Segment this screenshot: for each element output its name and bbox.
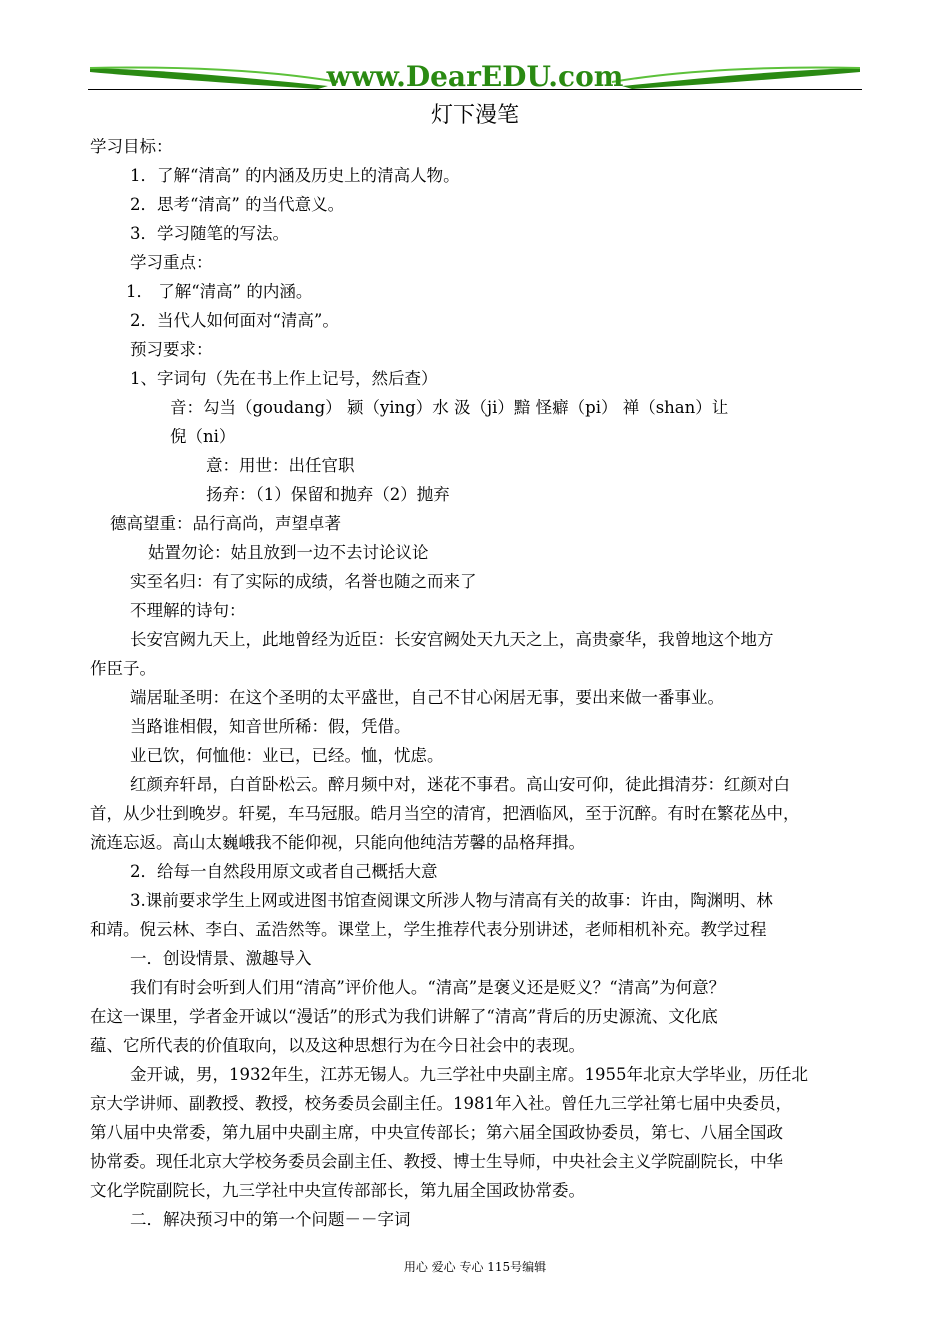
text-line: 金开诚，男，1932年生，江苏无锡人。九三学社中央副主席。1955年北京大学毕业，历任北: [130, 1065, 808, 1084]
text-line: 二．解决预习中的第一个问题－－字词: [130, 1210, 411, 1229]
text-line: 学习目标：: [90, 137, 173, 156]
text-line: 意：用世：出任官职: [206, 456, 355, 475]
text-line: 一．创设情景、激趣导入: [130, 949, 312, 968]
text-line: 学习重点：: [130, 253, 213, 272]
text-line: 红颜弃轩昂，白首卧松云。醉月频中对，迷花不事君。高山安可仰，徒此揖清芬：红颜对白: [130, 775, 790, 794]
text-line: 长安宫阙九天上，此地曾经为近臣：长安宫阙处天九天之上，高贵豪华，我曾地这个地方: [130, 630, 774, 649]
text-line: 姑置勿论：姑且放到一边不去讨论议论: [148, 543, 429, 562]
text-line: 德高望重：品行高尚，声望卓著: [110, 514, 341, 533]
text-line: 流连忘返。高山太巍峨我不能仰视，只能向他纯洁芳馨的品格拜揖。: [90, 833, 585, 852]
text-line: 2．当代人如何面对“清高”。: [130, 311, 339, 330]
text-line: 实至名归：有了实际的成绩，名誉也随之而来了: [130, 572, 477, 591]
text-line: 业已饮，何恤他：业已，已经。恤，忧虑。: [130, 746, 444, 765]
text-line: 1． 了解“清高” 的内涵。: [126, 282, 313, 301]
text-line: 和靖。倪云林、李白、孟浩然等。课堂上，学生推荐代表分别讲述，老师相机补充。教学过程: [90, 920, 767, 939]
text-line: 预习要求：: [130, 340, 213, 359]
text-line: 音：勾当（goudang） 颍（ying）水 汲（ji）黯 怪癖（pi） 禅（shan）让: [170, 398, 729, 417]
text-line: 我们有时会听到人们用“清高”评价他人。“清高”是褒义还是贬义？“清高”为何意？: [130, 978, 726, 997]
text-line: 文化学院副院长，九三学社中央宣传部部长，第九届全国政协常委。: [90, 1181, 585, 1200]
site-banner: [88, 56, 862, 96]
text-line: 作臣子。: [90, 659, 156, 678]
page-title: 灯下漫笔: [430, 103, 519, 128]
text-line: 不理解的诗句：: [130, 601, 246, 620]
page-footer: 用心 爱心 专心 115号编辑: [403, 1260, 547, 1274]
text-line: 首，从少壮到晚岁。轩冕，车马冠服。皓月当空的清宵，把酒临风，至于沉醉。有时在繁花丛中，: [90, 804, 800, 823]
text-line: 2．思考“清高” 的当代意义。: [130, 195, 345, 214]
text-line: 协常委。现任北京大学校务委员会副主任、教授、博士生导师，中央社会主义学院副院长，中华: [90, 1152, 783, 1171]
text-line: 1、字词句（先在书上作上记号，然后查）: [130, 369, 438, 388]
text-line: 1．了解“清高” 的内涵及历史上的清高人物。: [130, 166, 460, 185]
text-line: 2．给每一自然段用原文或者自己概括大意: [130, 862, 438, 881]
text-line: 蕴、它所代表的价值取向，以及这种思想行为在今日社会中的表现。: [90, 1036, 585, 1055]
text-line: 第八届中央常委，第九届中央副主席，中央宣传部长；第六届全国政协委员，第七、八届全国政: [90, 1123, 783, 1142]
site-name: www.DearEDU.com: [326, 60, 624, 93]
text-line: 3．学习随笔的写法。: [130, 224, 289, 243]
text-line: 当路谁相假，知音世所稀：假，凭借。: [130, 717, 411, 736]
text-line: 扬弃：（1）保留和抛弃（2）抛弃: [206, 485, 450, 504]
text-line: 在这一课里，学者金开诚以“漫话”的形式为我们讲解了“清高”背后的历史源流、文化底: [90, 1007, 718, 1026]
text-line: 3.课前要求学生上网或进图书馆查阅课文所涉人物与清高有关的故事：许由，陶渊明、林: [130, 891, 773, 910]
text-line: 端居耻圣明：在这个圣明的太平盛世，自己不甘心闲居无事，要出来做一番事业。: [130, 688, 724, 707]
text-line: 京大学讲师、副教授、教授，校务委员会副主任。1981年入社。曾任九三学社第七届中央委员，: [90, 1094, 792, 1113]
text-line: 倪（ni）: [170, 427, 236, 446]
header-rule: [88, 89, 862, 90]
